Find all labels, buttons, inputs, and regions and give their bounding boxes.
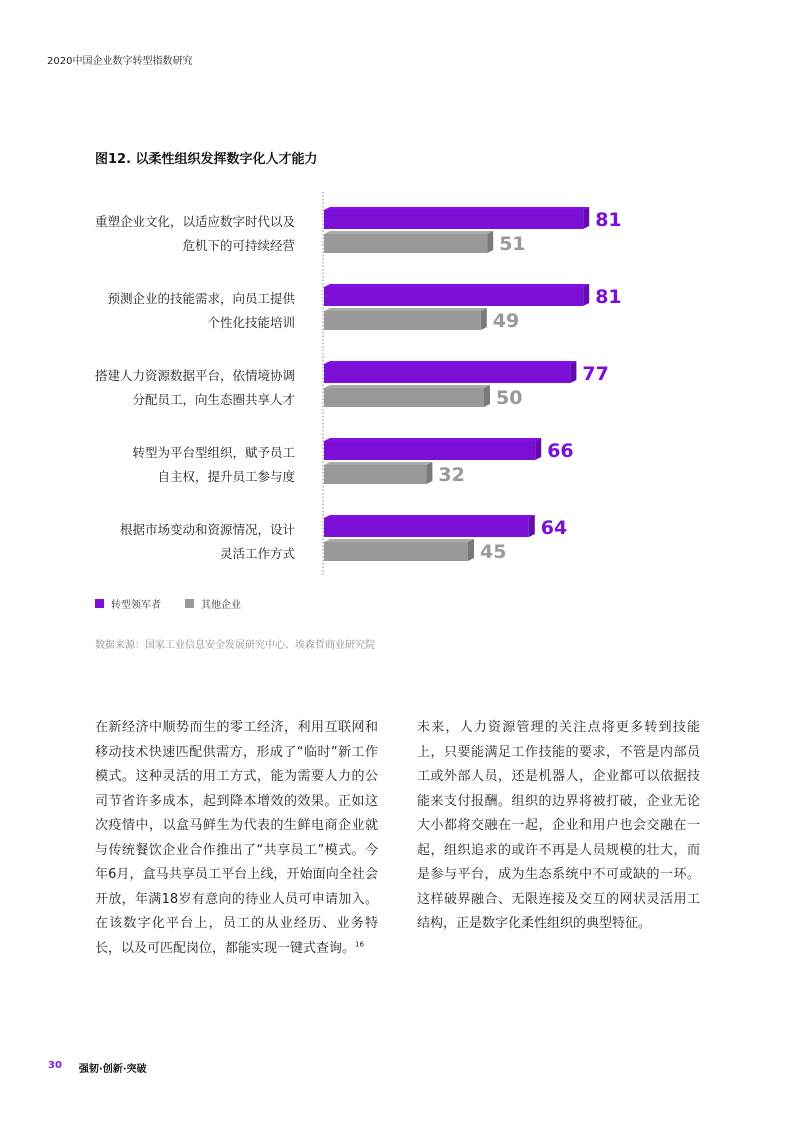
category-label: 危机下的可持续经营 (182, 238, 295, 253)
bar-side-face (468, 539, 474, 561)
page-number: 30 (48, 1060, 62, 1071)
data-label: 64 (540, 517, 568, 539)
bar-side-face (583, 207, 589, 229)
bar-side-face (487, 231, 493, 253)
data-label: 45 (480, 541, 507, 563)
legend-label-leaders: 转型领军者 (111, 600, 161, 611)
page-footer (48, 1060, 147, 1075)
footnote-ref: 16 (355, 940, 364, 949)
data-label: 50 (496, 387, 523, 409)
bar (324, 441, 535, 460)
bar (324, 287, 583, 306)
data-label: 32 (438, 464, 465, 486)
bar-top-face (324, 539, 474, 542)
bar-top-face (324, 385, 490, 388)
data-label: 81 (595, 209, 622, 231)
legend-item-leaders (95, 596, 161, 611)
category-label: 灵活工作方式 (219, 546, 295, 561)
data-label: 77 (582, 363, 609, 385)
data-label: 66 (547, 440, 574, 462)
figure-source: 数据来源：国家工业信息安全发展研究中心、埃森哲商业研究院 (95, 640, 375, 651)
bar-top-face (324, 361, 576, 364)
category-label: 分配员工，向生态圈共享人才 (132, 392, 295, 407)
bar-top-face (324, 438, 541, 441)
legend-swatch-others (185, 599, 194, 608)
bar-top-face (324, 462, 432, 465)
category-label: 搭建人力资源数据平台，依情境协调 (94, 368, 295, 383)
category-label: 个性化技能培训 (207, 315, 295, 330)
data-label: 81 (595, 286, 622, 308)
bar-side-face (426, 462, 432, 484)
bar-side-face (529, 515, 535, 537)
bar (324, 518, 529, 537)
category-label: 自主权，提升员工参与度 (157, 469, 295, 484)
bar (324, 542, 468, 561)
bar-top-face (324, 308, 487, 311)
body-paragraph-right: 未来，人力资源管理的关注点将更多转到技能上，只要能满足工作技能的要求，不管是内部员工或外部人员，还是机器人，企业都可以依据技能来支付报酬。组织的边界将被打破，企业无论大小都将交融在一起，企业和用户也会交融在一起，组织追求的或许不再是人员规模的壮大，而是参与平台，成为生态系统中不可或缺的一环。这样破界融合、无限连接及交互的网状灵活用工结构，正是数字化柔性组织的典型特征。 (417, 720, 700, 931)
bar-top-face (324, 515, 535, 518)
bar-top-face (324, 284, 589, 287)
legend-label-others: 其他企业 (201, 600, 241, 611)
bar-side-face (484, 385, 490, 407)
bar-side-face (583, 284, 589, 306)
bar (324, 234, 487, 253)
category-label: 预测企业的技能需求，向员工提供 (107, 291, 295, 306)
category-label: 根据市场变动和资源情况，设计 (119, 522, 295, 537)
bar (324, 388, 484, 407)
figure-title: 图12. 以柔性组织发挥数字化人才能力 (95, 152, 318, 167)
bar (324, 311, 481, 330)
body-left-text: 在新经济中顺势而生的零工经济，利用互联网和移动技术快速匹配供需方，形成了“临时”新工作模式。这种灵活的用工方式，能为需要人力的公司节省许多成本，起到降本增效的效果。正如这次疫情中，以盒马鲜生为代表的生鲜电商企业就与传统餐饮企业合作推出了“共享员工”模式。今年6月，盒马共享员工平台上线，开始面向全社会开放，年满18岁有意向的待业人员可申请加入。在该数字化平台上，员工的从业经历、业务特长，以及可匹配岗位，都能实现一键式查询。 (95, 720, 378, 956)
running-header: 2020中国企业数字转型指数研究 (47, 56, 193, 67)
category-label: 转型为平台型组织，赋予员工 (132, 445, 295, 460)
bar (324, 465, 426, 484)
bar-side-face (570, 361, 576, 383)
footer-tagline: 强韧·创新·突破 (78, 1064, 147, 1075)
category-label: 重塑企业文化，以适应数字时代以及 (94, 214, 295, 229)
data-label: 51 (499, 233, 526, 255)
body-paragraph-left (95, 716, 378, 961)
bar-side-face (481, 308, 487, 330)
bar-top-face (324, 231, 493, 234)
bar (324, 364, 570, 383)
legend-item-others (185, 596, 241, 611)
bar (324, 210, 583, 229)
bar-top-face (324, 207, 589, 210)
chart-legend (95, 596, 265, 611)
data-label: 49 (492, 310, 520, 332)
legend-swatch-leaders (95, 599, 104, 608)
bar-side-face (535, 438, 541, 460)
